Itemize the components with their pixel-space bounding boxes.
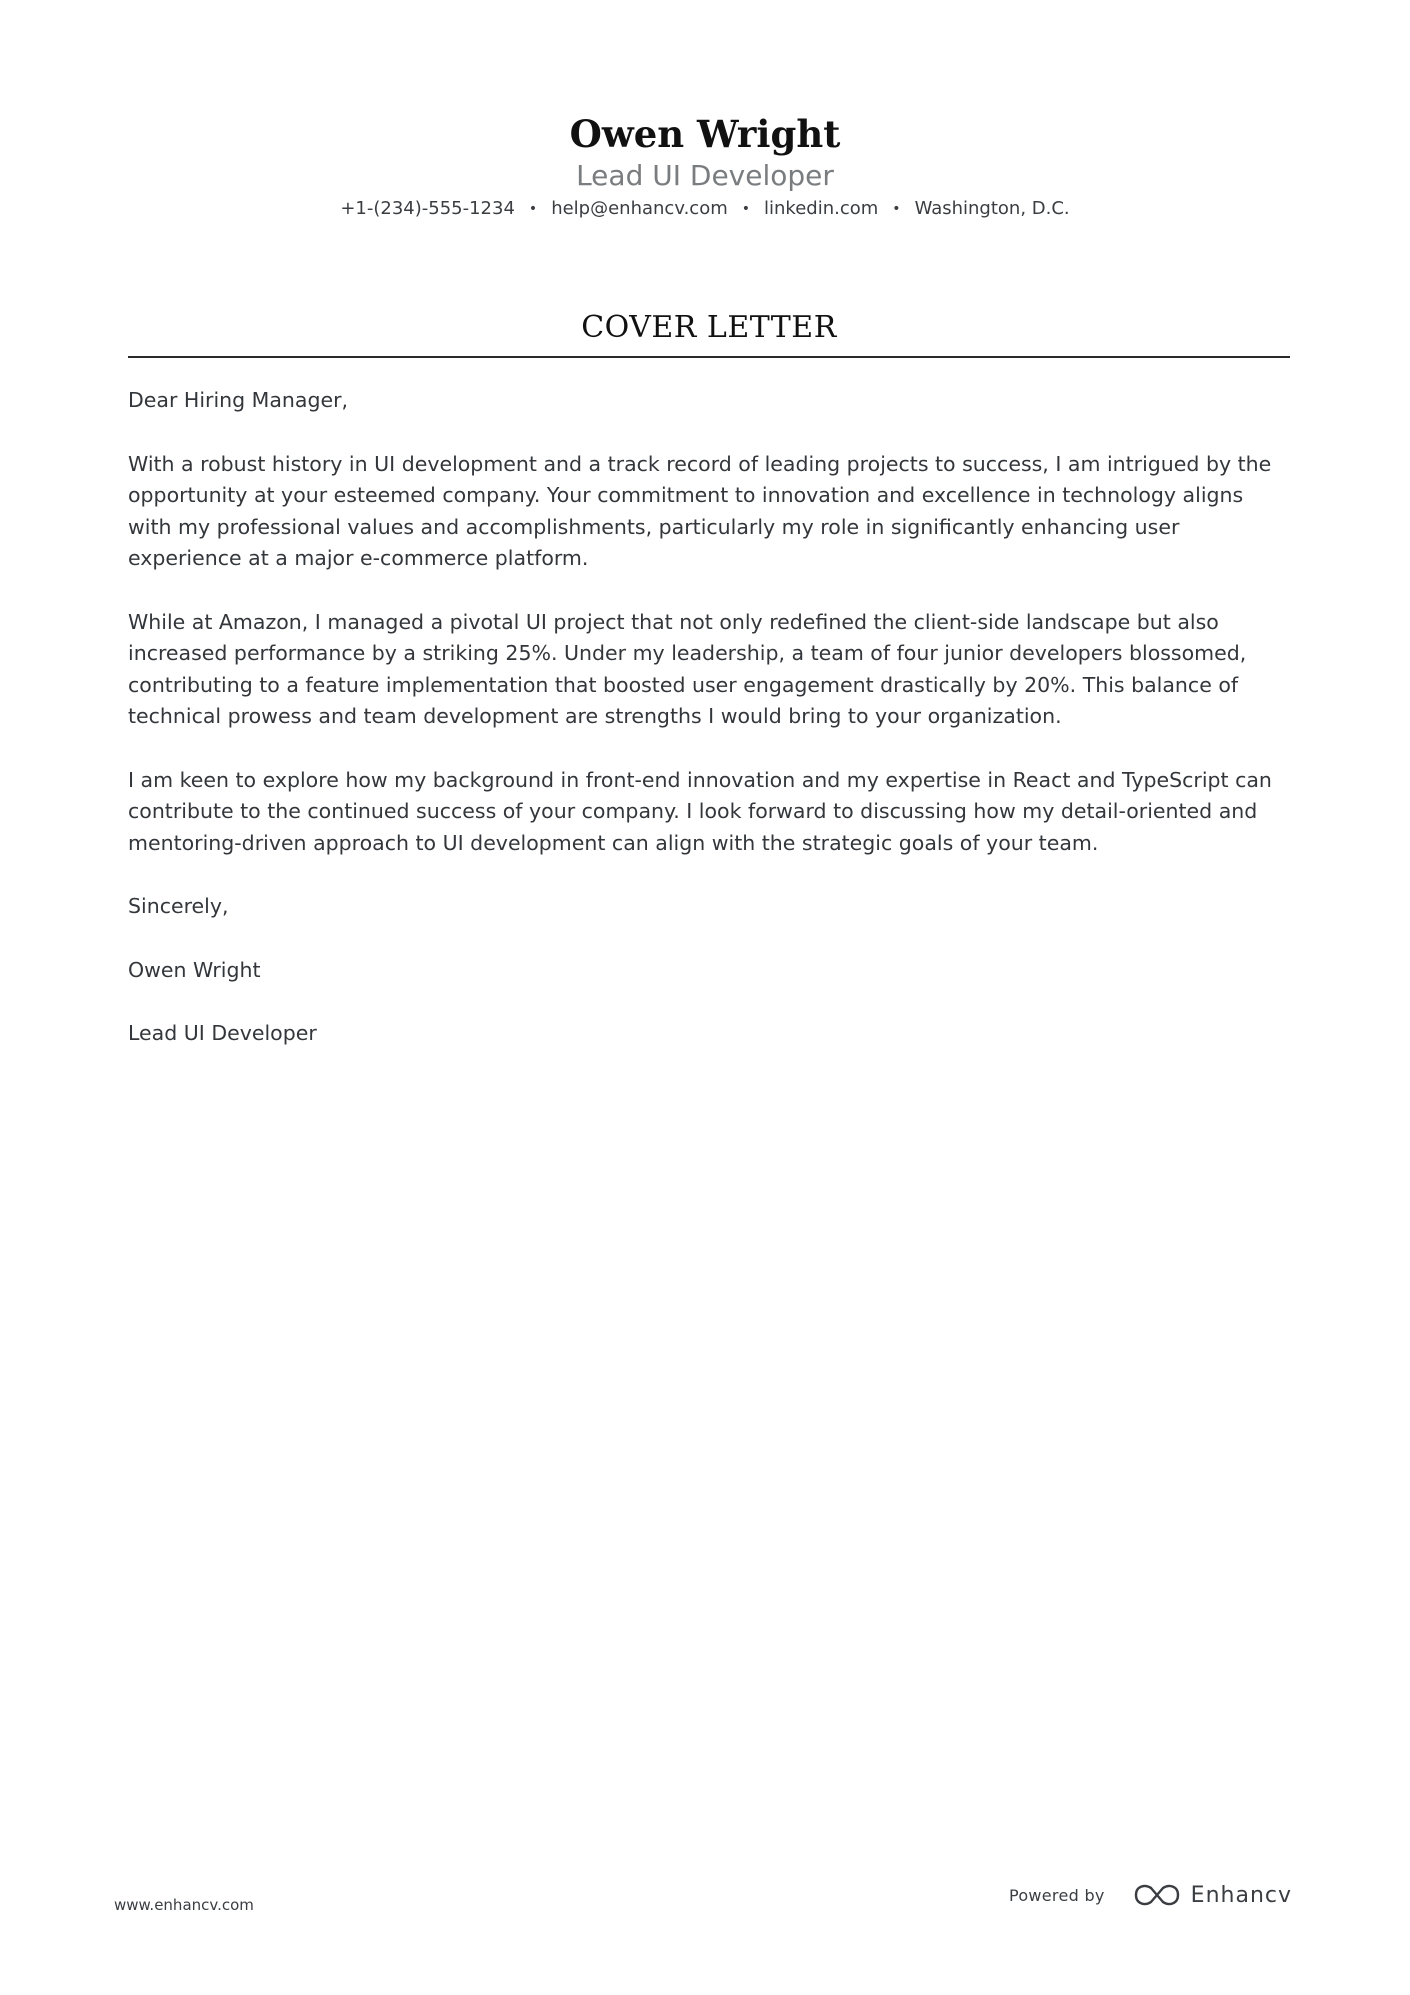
signature-title: Lead UI Developer <box>128 1021 317 1045</box>
contact-separator: • <box>741 201 751 217</box>
enhancv-logo-icon <box>1133 1882 1181 1908</box>
letter-paragraph: While at Amazon, I managed a pivotal UI project that not only redefined the client-side landscape but also increased performance by a striking 25%. Under my leadership, a team of four junior developers blossomed, contributing to a feature implementation that boosted user engagement drastically by 20%. This balance of technical prowess and team development are strengths I would bring to your organization. <box>128 609 1247 728</box>
header <box>0 110 1410 222</box>
section-divider <box>128 356 1290 358</box>
contact-location: Washington, D.C. <box>914 198 1070 219</box>
contact-line <box>0 196 1410 222</box>
contact-linkedin[interactable]: linkedin.com <box>764 198 879 219</box>
candidate-role: Lead UI Developer <box>576 159 834 192</box>
letter-body <box>128 385 1290 1082</box>
contact-email[interactable]: help@enhancv.com <box>551 198 728 219</box>
letter-closing: Sincerely, <box>128 894 229 918</box>
footer-branding[interactable] <box>1009 1882 1292 1908</box>
contact-separator: • <box>892 201 901 217</box>
candidate-name: Owen Wright <box>569 112 841 156</box>
contact-separator: • <box>528 201 538 217</box>
letter-paragraph: With a robust history in UI development and a track record of leading projects to success, I am intrigued by the opportunity at your esteemed company. Your commitment to innovation and excellence in technology aligns with my professional values and accomplishments, particularly my role in significantly enhancing user experience at a major e-commerce platform. <box>128 451 1272 570</box>
section-title: COVER LETTER <box>581 310 837 345</box>
brand-name: Enhancv <box>1190 1882 1292 1908</box>
letter-paragraph: I am keen to explore how my background in front-end innovation and my expertise in React and TypeScript can contribute to the continued success of your company. I look forward to discussing how my detail-oriented and mentoring-driven approach to UI development can align with the strategic goals of your team. <box>128 767 1272 855</box>
letter-greeting: Dear Hiring Manager, <box>128 388 349 412</box>
signature-name: Owen Wright <box>128 957 261 982</box>
contact-phone: +1-(234)-555-1234 <box>340 198 515 219</box>
powered-by-label: Powered by <box>1008 1885 1105 1905</box>
footer-website[interactable]: www.enhancv.com <box>114 1896 254 1914</box>
